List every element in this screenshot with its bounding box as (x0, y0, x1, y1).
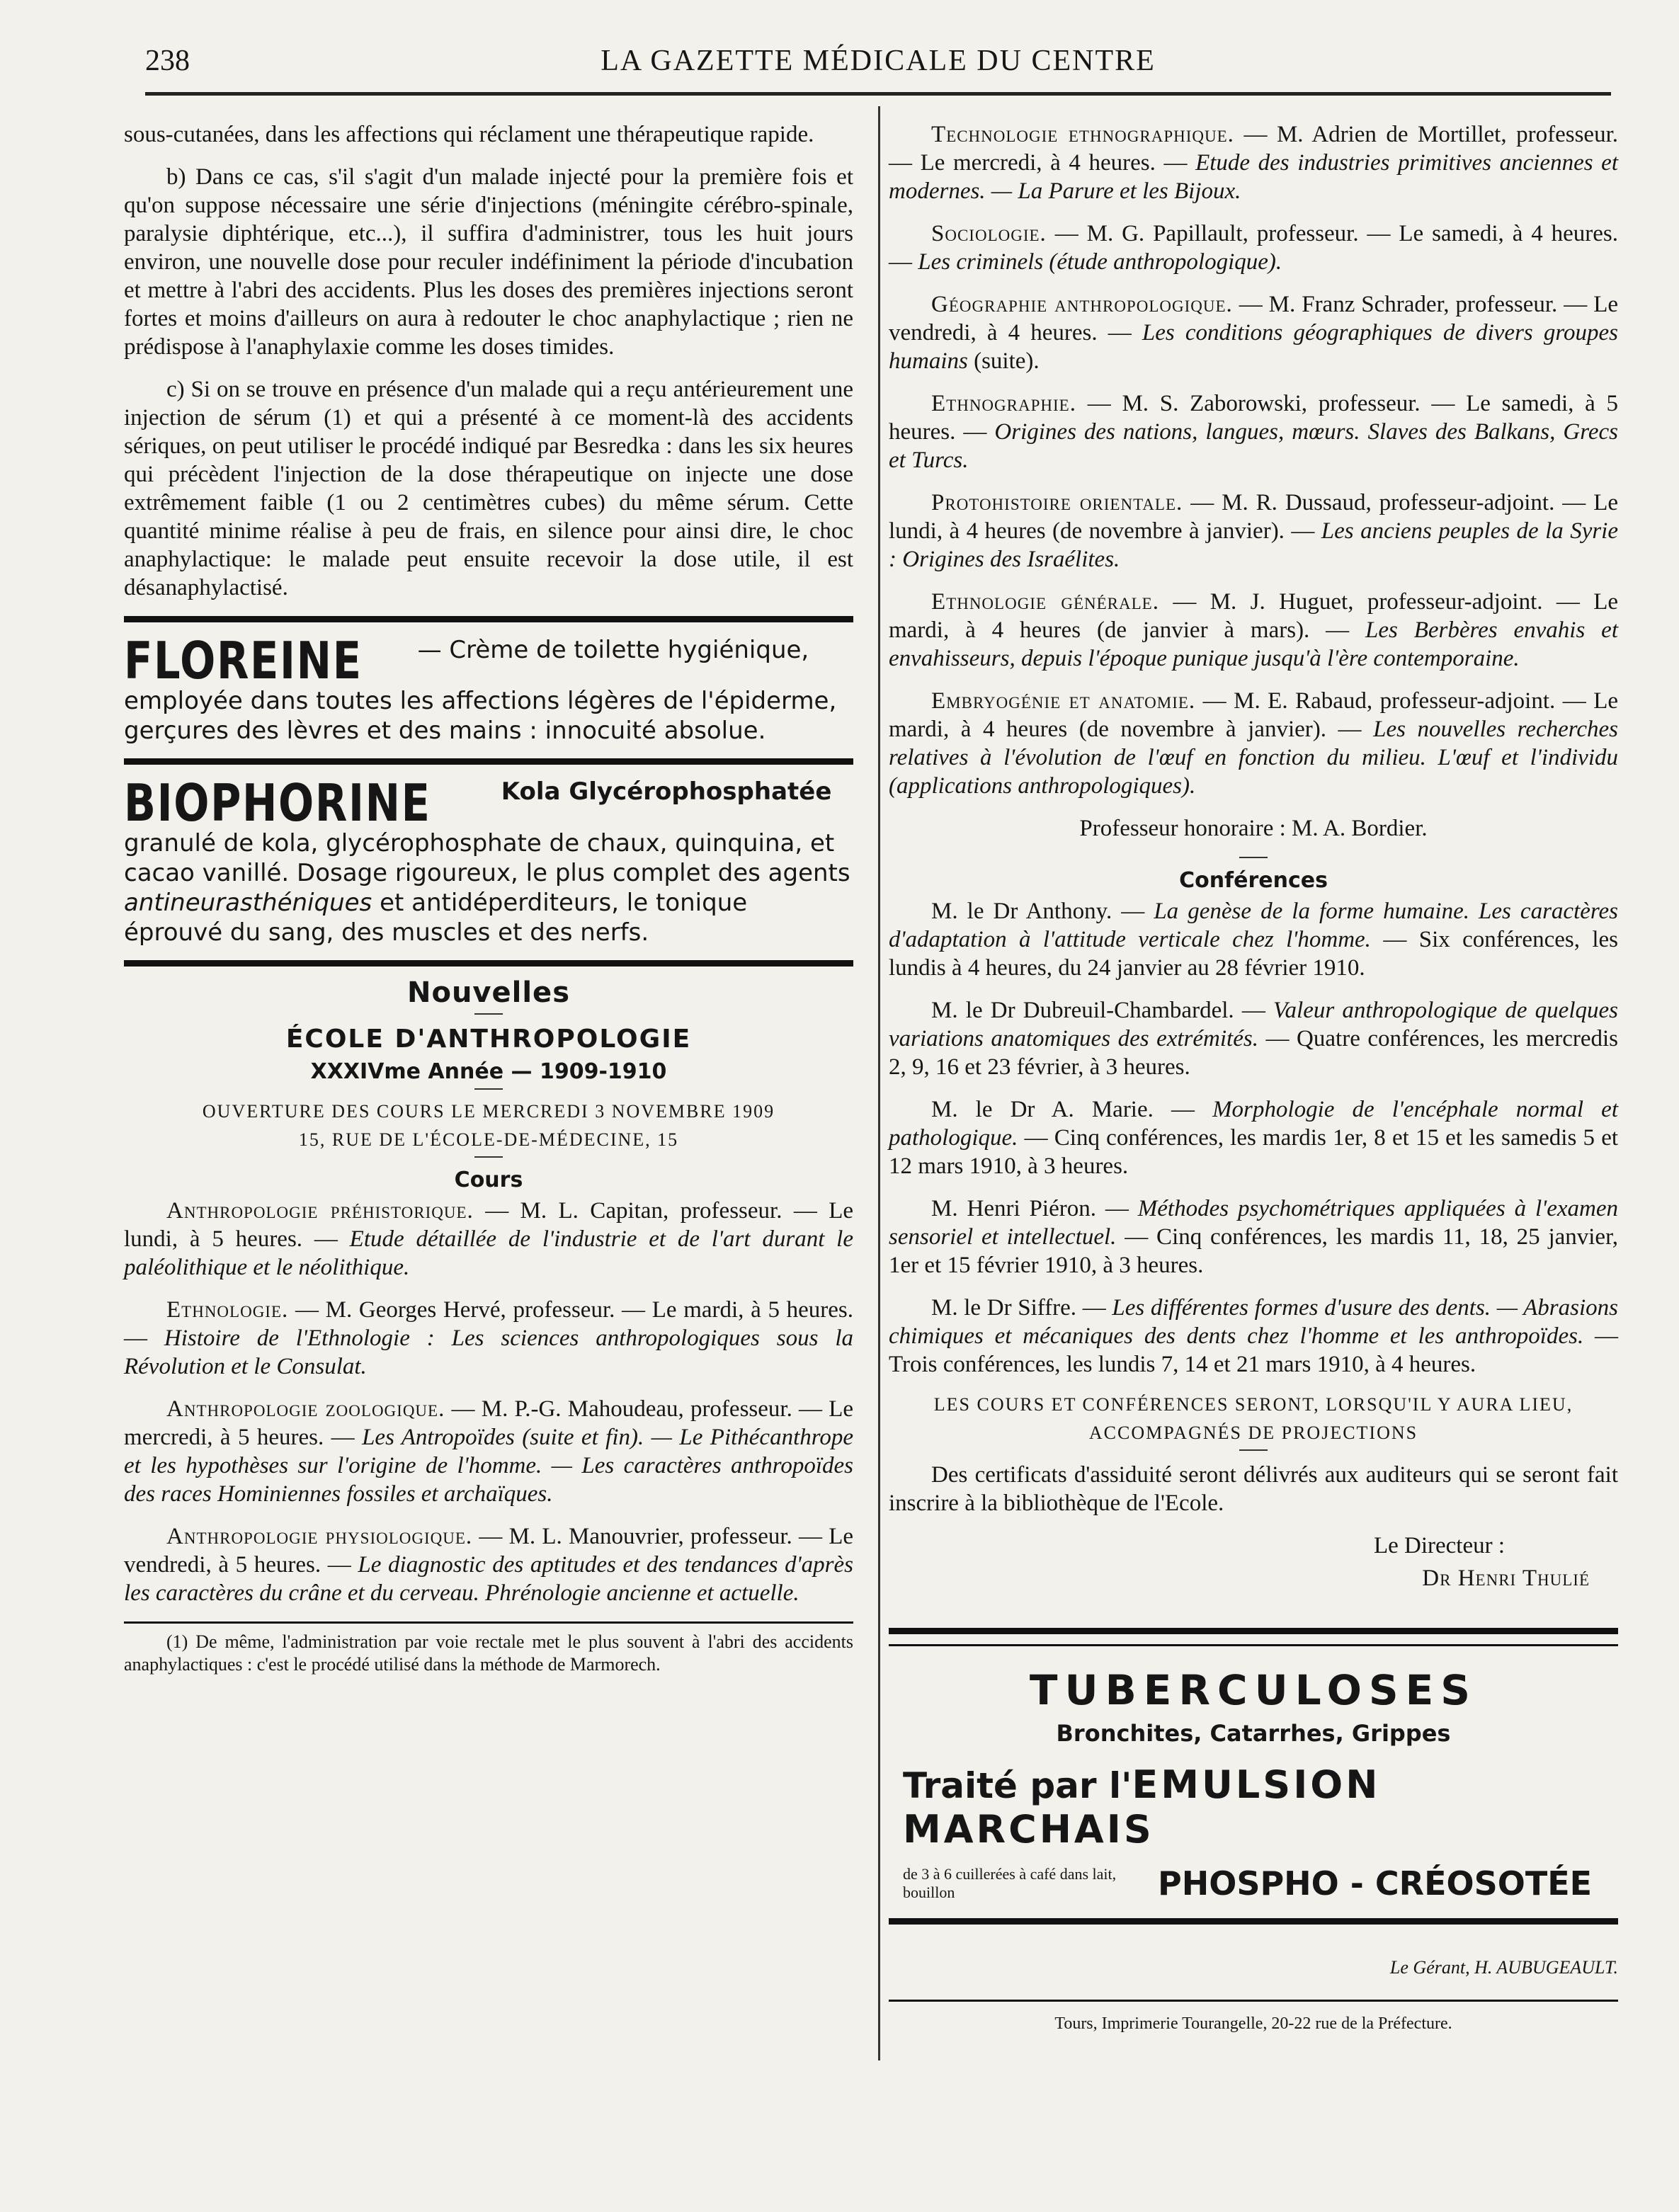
paragraph-3: c) Si on se trouve en présence d'un malade qui a reçu antérieurement une injection de sérum (1) et qui a présenté à ce moment-là des accidents sériques, on peut utiliser le procédé indiqué par Besredka : dans les six heures qui précèdent l'injection de la dose thérapeutique on injecte une dose extrêmement faible (1 ou 2 centimètres cubes) du même sérum. Cette quantité minime réalise à peu de frais, en silence pour ainsi dire, le choc anaphylactique: le malade peut ensuite recevoir la dose utile, il est désanaphylactisé. (124, 377, 853, 600)
course-entry (889, 489, 1618, 574)
conference-details: — Six conférences, les lundis à 4 heures, du 24 janvier au 28 février 1910. (889, 927, 1619, 981)
left-column (124, 120, 853, 1690)
course-details: — M. L. Manouvrier, professeur. — Le vendredi, à 5 heures. — (124, 1524, 853, 1578)
course-title: Ethnologie. (166, 1297, 289, 1323)
phospho-creosotee: PHOSPHO - CRÉOSOTÉE (1158, 1864, 1593, 1903)
course-entry (889, 687, 1618, 800)
conference-entry (889, 897, 1618, 982)
biophorine-ad (124, 773, 853, 947)
biophorine-name: BIOPHORINE (124, 773, 431, 833)
dosage-text: de 3 à 6 cuillerées à café dans lait, bouillon (903, 1865, 1117, 1901)
cours-heading: Cours (454, 1168, 523, 1192)
conference-speaker: M. le Dr Anthony. — (931, 899, 1145, 924)
course-details: — M. Franz Schrader, professeur. — Le vendredi, à 4 heures. — (889, 292, 1618, 346)
course-entry (889, 120, 1618, 205)
conference-entry (889, 1195, 1618, 1279)
directeur-label: Le Directeur : (1373, 1533, 1505, 1558)
emulsion-line (903, 1762, 1618, 1852)
course-entry (124, 1395, 853, 1508)
course-details: — M. S. Zaborowski, professeur. — Le samedi, à 5 heures. — (889, 391, 1619, 445)
header-rule (145, 92, 1611, 96)
conferences-heading: Conférences (1179, 868, 1328, 893)
course-entry (124, 1197, 853, 1282)
floreine-ad (124, 631, 853, 746)
course-details: — M. E. Rabaud, professeur-adjoint. — Le mardi, à 4 heures (de novembre à janvier). — (889, 688, 1618, 742)
ad-rule-top-thin (889, 1644, 1618, 1646)
floreine-name: FLOREINE (124, 631, 363, 690)
course-topic: Histoire de l'Ethnologie : Les sciences anthropologiques sous la Révolution et le Consulat. (124, 1326, 853, 1379)
conference-details: — Quatre conférences, les mercredis 2, 9, 16 et 23 février, à 3 heures. (889, 1026, 1619, 1080)
dash (1239, 1449, 1268, 1451)
professeur-honoraire: Professeur honoraire : M. A. Bordier. (1079, 816, 1428, 841)
dosage-row (903, 1864, 1618, 1903)
tuberculoses-subtitle: Bronchites, Catarrhes, Grippes (1056, 1720, 1451, 1747)
course-topic: Les criminels (étude anthropologique). (918, 249, 1282, 275)
traite-par: Traité par l' (903, 1765, 1132, 1806)
divider-rule (124, 758, 853, 765)
course-title: Protohistoire orientale. (931, 490, 1183, 515)
page-number: 238 (145, 45, 190, 77)
course-topic: Les conditions géographiques de divers groupes humains (889, 320, 1618, 374)
section-nouvelles: Nouvelles (407, 976, 570, 1009)
course-topic: Les Berbères envahis et envahisseurs, depuis l'époque punique jusqu'à l'ère contemporaine. (889, 617, 1618, 671)
divider-rule (124, 616, 853, 622)
course-details: — M. J. Huguet, professeur-adjoint. — Le mardi, à 4 heures (de janvier à mars). — (889, 589, 1618, 643)
course-topic: Etude détaillée de l'industrie et de l'art durant le paléolithique et le néolithique. (124, 1226, 853, 1280)
course-entry (889, 389, 1618, 474)
annee-line: XXXIVme Année — 1909-1910 (310, 1059, 667, 1084)
conference-topic: Valeur anthropologique de quelques variations anatomiques des extrémités. (889, 998, 1618, 1051)
printer-rule (889, 2000, 1618, 2002)
course-topic: Le diagnostic des aptitudes et des tendances d'après les caractères du crâne et du cerveau. Phrénologie ancienne et actuelle. (124, 1552, 854, 1606)
course-topic: Etude des industries primitives anciennes et modernes. — La Parure et les Bijoux. (889, 150, 1618, 204)
course-entry (889, 588, 1618, 673)
dash (474, 1013, 503, 1015)
ad-rule-top (889, 1628, 1618, 1634)
conference-speaker: M. le Dr Dubreuil-Chambardel. — (931, 998, 1265, 1023)
course-entry (124, 1522, 853, 1607)
conference-entry (889, 1095, 1618, 1180)
course-details: — M. Georges Hervé, professeur. — Le mardi, à 5 heures. — (124, 1297, 854, 1351)
course-entry (889, 290, 1618, 375)
conference-speaker: M. le Dr Siffre. — (931, 1295, 1106, 1321)
course-entry (124, 1296, 853, 1381)
certificats-paragraph: Des certificats d'assiduité seront délivrés aux auditeurs qui se seront fait inscrire à la bibliothèque de l'Ecole. (889, 1462, 1618, 1516)
conference-details: — Cinq conférences, les mardis 1er, 8 et 15 et les samedis 5 et 12 mars 1910, à 3 heures. (889, 1125, 1619, 1179)
conference-details: — Cinq conférences, les mardis 11, 18, 25 janvier, 1er et 15 février 1910, à 3 heures. (889, 1224, 1618, 1278)
course-topic: Les Antropoïdes (suite et fin). — Le Pithécanthrope et les hypothèses sur l'origine de l'homme. — Les caractères anthropoïdes des races Hominiennes fossiles et archaïques. (124, 1425, 854, 1507)
course-details: — M. R. Dussaud, professeur-adjoint. — Le lundi, à 4 heures (de novembre à janvier). — (889, 490, 1619, 544)
conference-entry (889, 1294, 1618, 1379)
course-tail: (suite). (974, 348, 1040, 374)
column-divider (878, 106, 880, 2060)
conference-topic: Morphologie de l'encéphale normal et pathologique. (889, 1097, 1619, 1151)
right-column (889, 120, 1618, 2034)
course-title: Ethnographie. (931, 391, 1076, 416)
paragraph-2: b) Dans ce cas, s'il s'agit d'un malade injecté pour la première fois et qu'on suppose nécessaire une série d'injections (méningite cérébro-spinale, paralysie diphtérique, etc...), il suffira d'administrer, tous les huit jours environ, une nouvelle dose pour reculer indéfiniment la période d'incubation et mettre à l'abri des accidents. Plus les doses des premières injections seront fortes et moins d'ailleurs on aura à redouter le choc anaphylactique ; rien ne prédispose à l'anaphylaxie comme les doses timides. (124, 164, 853, 360)
course-details: — M. Adrien de Mortillet, professeur. — Le mercredi, à 4 heures. — (889, 122, 1618, 176)
paragraph-1: sous-cutanées, dans les affections qui réclament une thérapeutique rapide. (124, 122, 814, 147)
course-details: — M. P.-G. Mahoudeau, professeur. — Le mercredi, à 5 heures. — (124, 1396, 854, 1450)
conference-topic: Les différentes formes d'usure des dents. — Abrasions chimiques et mécaniques des dents chez l'homme et les anthropoïdes. (889, 1295, 1618, 1349)
notice-line-1: LES COURS ET CONFÉRENCES SERONT, LORSQU'IL Y AURA LIEU, (933, 1394, 1573, 1415)
conference-topic: La genèse de la forme humaine. Les caractères d'adaptation à l'attitude verticale chez l'homme. (889, 899, 1618, 952)
divider-rule (124, 960, 853, 967)
conference-speaker: M. Henri Piéron. — (931, 1196, 1129, 1221)
ad-rule-bottom (889, 1918, 1618, 1925)
dash (1239, 857, 1268, 858)
journal-title: LA GAZETTE MÉDICALE DU CENTRE (601, 45, 1156, 77)
gerant-line (889, 1957, 1618, 1978)
floreine-text: — Crème de toilette hygiénique, employée dans toutes les affections légères de l'épiderme, gerçures des lèvres et des mains : innocuité absolue. (124, 636, 837, 745)
emulsion-brand: EMULSION MARCHAIS (903, 1762, 1381, 1852)
biophorine-subtitle: Kola Glycérophosphatée (501, 777, 832, 806)
course-title: Embryogénie et anatomie. (931, 688, 1196, 714)
course-title: Sociologie. (931, 221, 1047, 246)
conference-details: — Trois conférences, les lundis 7, 14 et 21 mars 1910, à 4 heures. (889, 1323, 1619, 1377)
course-details: — M. L. Capitan, professeur. — Le lundi, à 5 heures. — (124, 1198, 853, 1252)
biophorine-text-em: antineurasthéniques (124, 889, 372, 917)
course-details: — M. G. Papillault, professeur. — Le samedi, à 4 heures. — (889, 221, 1619, 275)
course-title: Anthropologie préhistorique. (166, 1198, 474, 1224)
footnote-rule (124, 1621, 853, 1624)
notice-line-2: ACCOMPAGNÉS DE PROJECTIONS (1088, 1423, 1418, 1443)
printer-line: Tours, Imprimerie Tourangelle, 20-22 rue de la Préfecture. (1054, 2014, 1452, 2033)
conference-entry (889, 996, 1618, 1081)
tuberculoses-title: TUBERCULOSES (1029, 1666, 1478, 1714)
course-entry (889, 220, 1618, 276)
course-title: Anthropologie zoologique. (166, 1396, 445, 1422)
conference-topic: Méthodes psychométriques appliquées à l'examen sensoriel et intellectuel. (889, 1196, 1618, 1250)
ouverture-line: OUVERTURE DES COURS LE MERCREDI 3 NOVEMBRE 1909 (202, 1101, 775, 1122)
dash (474, 1156, 503, 1158)
course-topic: Origines des nations, langues, mœurs. Slaves des Balkans, Grecs et Turcs. (889, 419, 1618, 473)
course-topic: Les nouvelles recherches relatives à l'évolution de l'œuf en fonction du milieu. L'œuf et l'individu (applications anthropologiques). (889, 717, 1618, 799)
course-title: Ethnologie générale. (931, 589, 1159, 615)
biophorine-text-b: et antidéperditeurs, le tonique éprouvé du sang, des muscles et des nerfs. (124, 889, 748, 947)
adresse-line: 15, RUE DE L'ÉCOLE-DE-MÉDECINE, 15 (298, 1129, 679, 1150)
gerant-text: Le Gérant, H. AUBUGEAULT. (1389, 1957, 1618, 1978)
course-title: Géographie anthropologique. (931, 292, 1233, 317)
course-title: Anthropologie physiologique. (166, 1524, 473, 1549)
ecole-title: ÉCOLE D'ANTHROPOLOGIE (285, 1025, 692, 1054)
directeur-name: Dr Henri Thulié (1422, 1566, 1590, 1591)
dash (474, 1088, 503, 1090)
biophorine-text-a: granulé de kola, glycérophosphate de chaux, quinquina, et cacao vanillé. Dosage rigoureux, le plus complet des agents (124, 829, 850, 887)
conference-speaker: M. le Dr A. Marie. — (931, 1097, 1195, 1122)
course-topic: Les anciens peuples de la Syrie : Origines des Israélites. (889, 518, 1618, 572)
page-header (145, 44, 1611, 89)
course-title: Technologie ethnographique. (931, 122, 1234, 147)
footnote: (1) De même, l'administration par voie rectale met le plus souvent à l'abri des accidents anaphylactiques : c'est le procédé utilisé dans la méthode de Marmorech. (124, 1631, 853, 1675)
